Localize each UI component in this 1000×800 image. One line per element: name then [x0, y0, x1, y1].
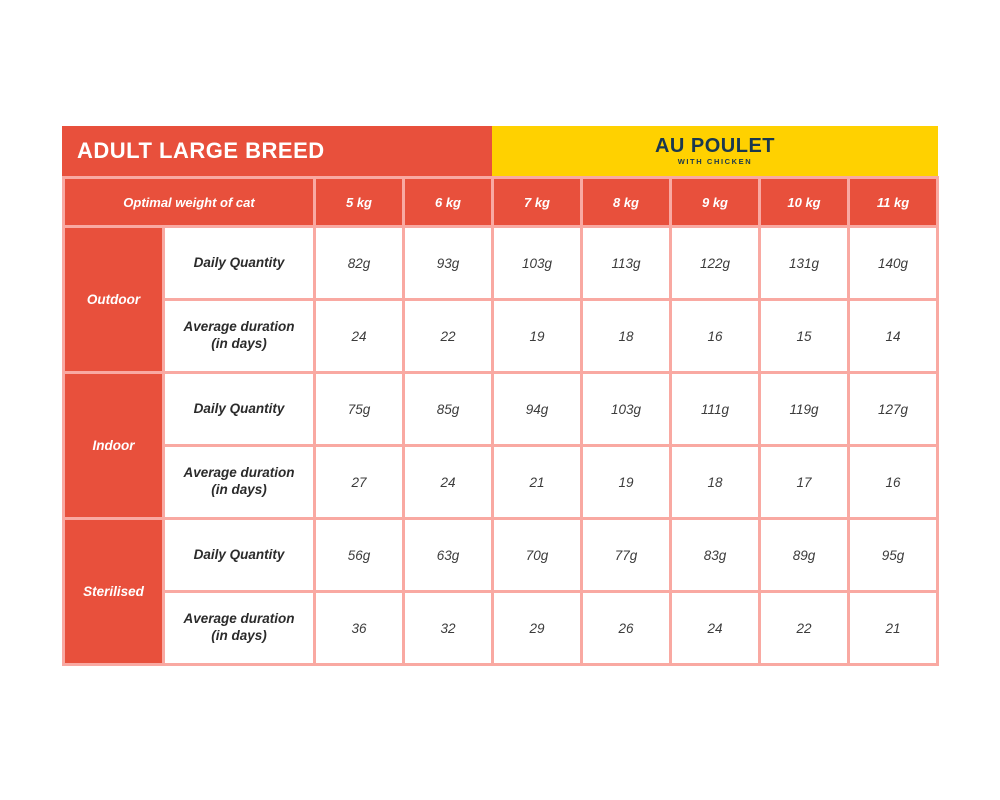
value-cell: 24	[315, 300, 404, 373]
value-cell: 18	[671, 446, 760, 519]
breed-title: ADULT LARGE BREED	[77, 138, 325, 163]
value-cell: 21	[493, 446, 582, 519]
value-cell: 27	[315, 446, 404, 519]
value-cell: 122g	[671, 227, 760, 300]
value-cell: 82g	[315, 227, 404, 300]
value-cell: 24	[404, 446, 493, 519]
value-cell: 89g	[760, 519, 849, 592]
value-cell: 18	[582, 300, 671, 373]
value-cell: 16	[849, 446, 938, 519]
weight-header-10kg: 10 kg	[760, 178, 849, 227]
sterilised-daily-row	[64, 519, 938, 592]
row-label-daily-quantity: Daily Quantity	[164, 227, 315, 300]
value-cell: 17	[760, 446, 849, 519]
value-cell: 94g	[493, 373, 582, 446]
row-label-daily-quantity: Daily Quantity	[164, 519, 315, 592]
value-cell: 75g	[315, 373, 404, 446]
weight-header-11kg: 11 kg	[849, 178, 938, 227]
value-cell: 77g	[582, 519, 671, 592]
value-cell: 19	[493, 300, 582, 373]
category-outdoor: Outdoor	[64, 227, 164, 373]
value-cell: 119g	[760, 373, 849, 446]
row-label-line2: (in days)	[211, 336, 267, 351]
outdoor-daily-row	[64, 227, 938, 300]
row-label-line1: Average duration	[183, 611, 295, 627]
value-cell: 111g	[671, 373, 760, 446]
value-cell: 103g	[582, 373, 671, 446]
weight-header-8kg: 8 kg	[582, 178, 671, 227]
value-cell: 113g	[582, 227, 671, 300]
row-label-line2: (in days)	[211, 628, 267, 643]
outdoor-duration-row	[64, 300, 938, 373]
value-cell: 21	[849, 592, 938, 665]
row-label-line2: (in days)	[211, 482, 267, 497]
value-cell: 22	[760, 592, 849, 665]
category-sterilised: Sterilised	[64, 519, 164, 665]
indoor-daily-row	[64, 373, 938, 446]
value-cell: 131g	[760, 227, 849, 300]
value-cell: 83g	[671, 519, 760, 592]
weight-header-9kg: 9 kg	[671, 178, 760, 227]
weight-header-6kg: 6 kg	[404, 178, 493, 227]
value-cell: 56g	[315, 519, 404, 592]
value-cell: 16	[671, 300, 760, 373]
value-cell: 22	[404, 300, 493, 373]
value-cell: 70g	[493, 519, 582, 592]
value-cell: 103g	[493, 227, 582, 300]
value-cell: 24	[671, 592, 760, 665]
top-banner	[62, 126, 938, 176]
product-title: AU POULET	[654, 135, 776, 157]
row-label-line1: Average duration	[183, 319, 295, 335]
row-label-average-duration	[164, 446, 315, 519]
indoor-duration-row	[64, 446, 938, 519]
value-cell: 29	[493, 592, 582, 665]
value-cell: 26	[582, 592, 671, 665]
value-cell: 140g	[849, 227, 938, 300]
sterilised-duration-row	[64, 592, 938, 665]
feeding-table	[62, 176, 939, 666]
product-banner	[492, 126, 938, 176]
value-cell: 36	[315, 592, 404, 665]
value-cell: 63g	[404, 519, 493, 592]
value-cell: 95g	[849, 519, 938, 592]
value-cell: 15	[760, 300, 849, 373]
value-cell: 127g	[849, 373, 938, 446]
product-subtitle: WITH CHICKEN	[677, 157, 753, 166]
row-label-average-duration	[164, 300, 315, 373]
row-label-daily-quantity: Daily Quantity	[164, 373, 315, 446]
breed-banner	[62, 126, 492, 176]
row-label-line1: Average duration	[183, 465, 295, 481]
value-cell: 32	[404, 592, 493, 665]
weight-header-5kg: 5 kg	[315, 178, 404, 227]
corner-header: Optimal weight of cat	[64, 178, 315, 227]
value-cell: 85g	[404, 373, 493, 446]
feeding-guide-sheet	[62, 126, 938, 666]
value-cell: 93g	[404, 227, 493, 300]
row-label-average-duration	[164, 592, 315, 665]
value-cell: 19	[582, 446, 671, 519]
category-indoor: Indoor	[64, 373, 164, 519]
value-cell: 14	[849, 300, 938, 373]
weight-header-7kg: 7 kg	[493, 178, 582, 227]
weight-header-row	[64, 178, 938, 227]
